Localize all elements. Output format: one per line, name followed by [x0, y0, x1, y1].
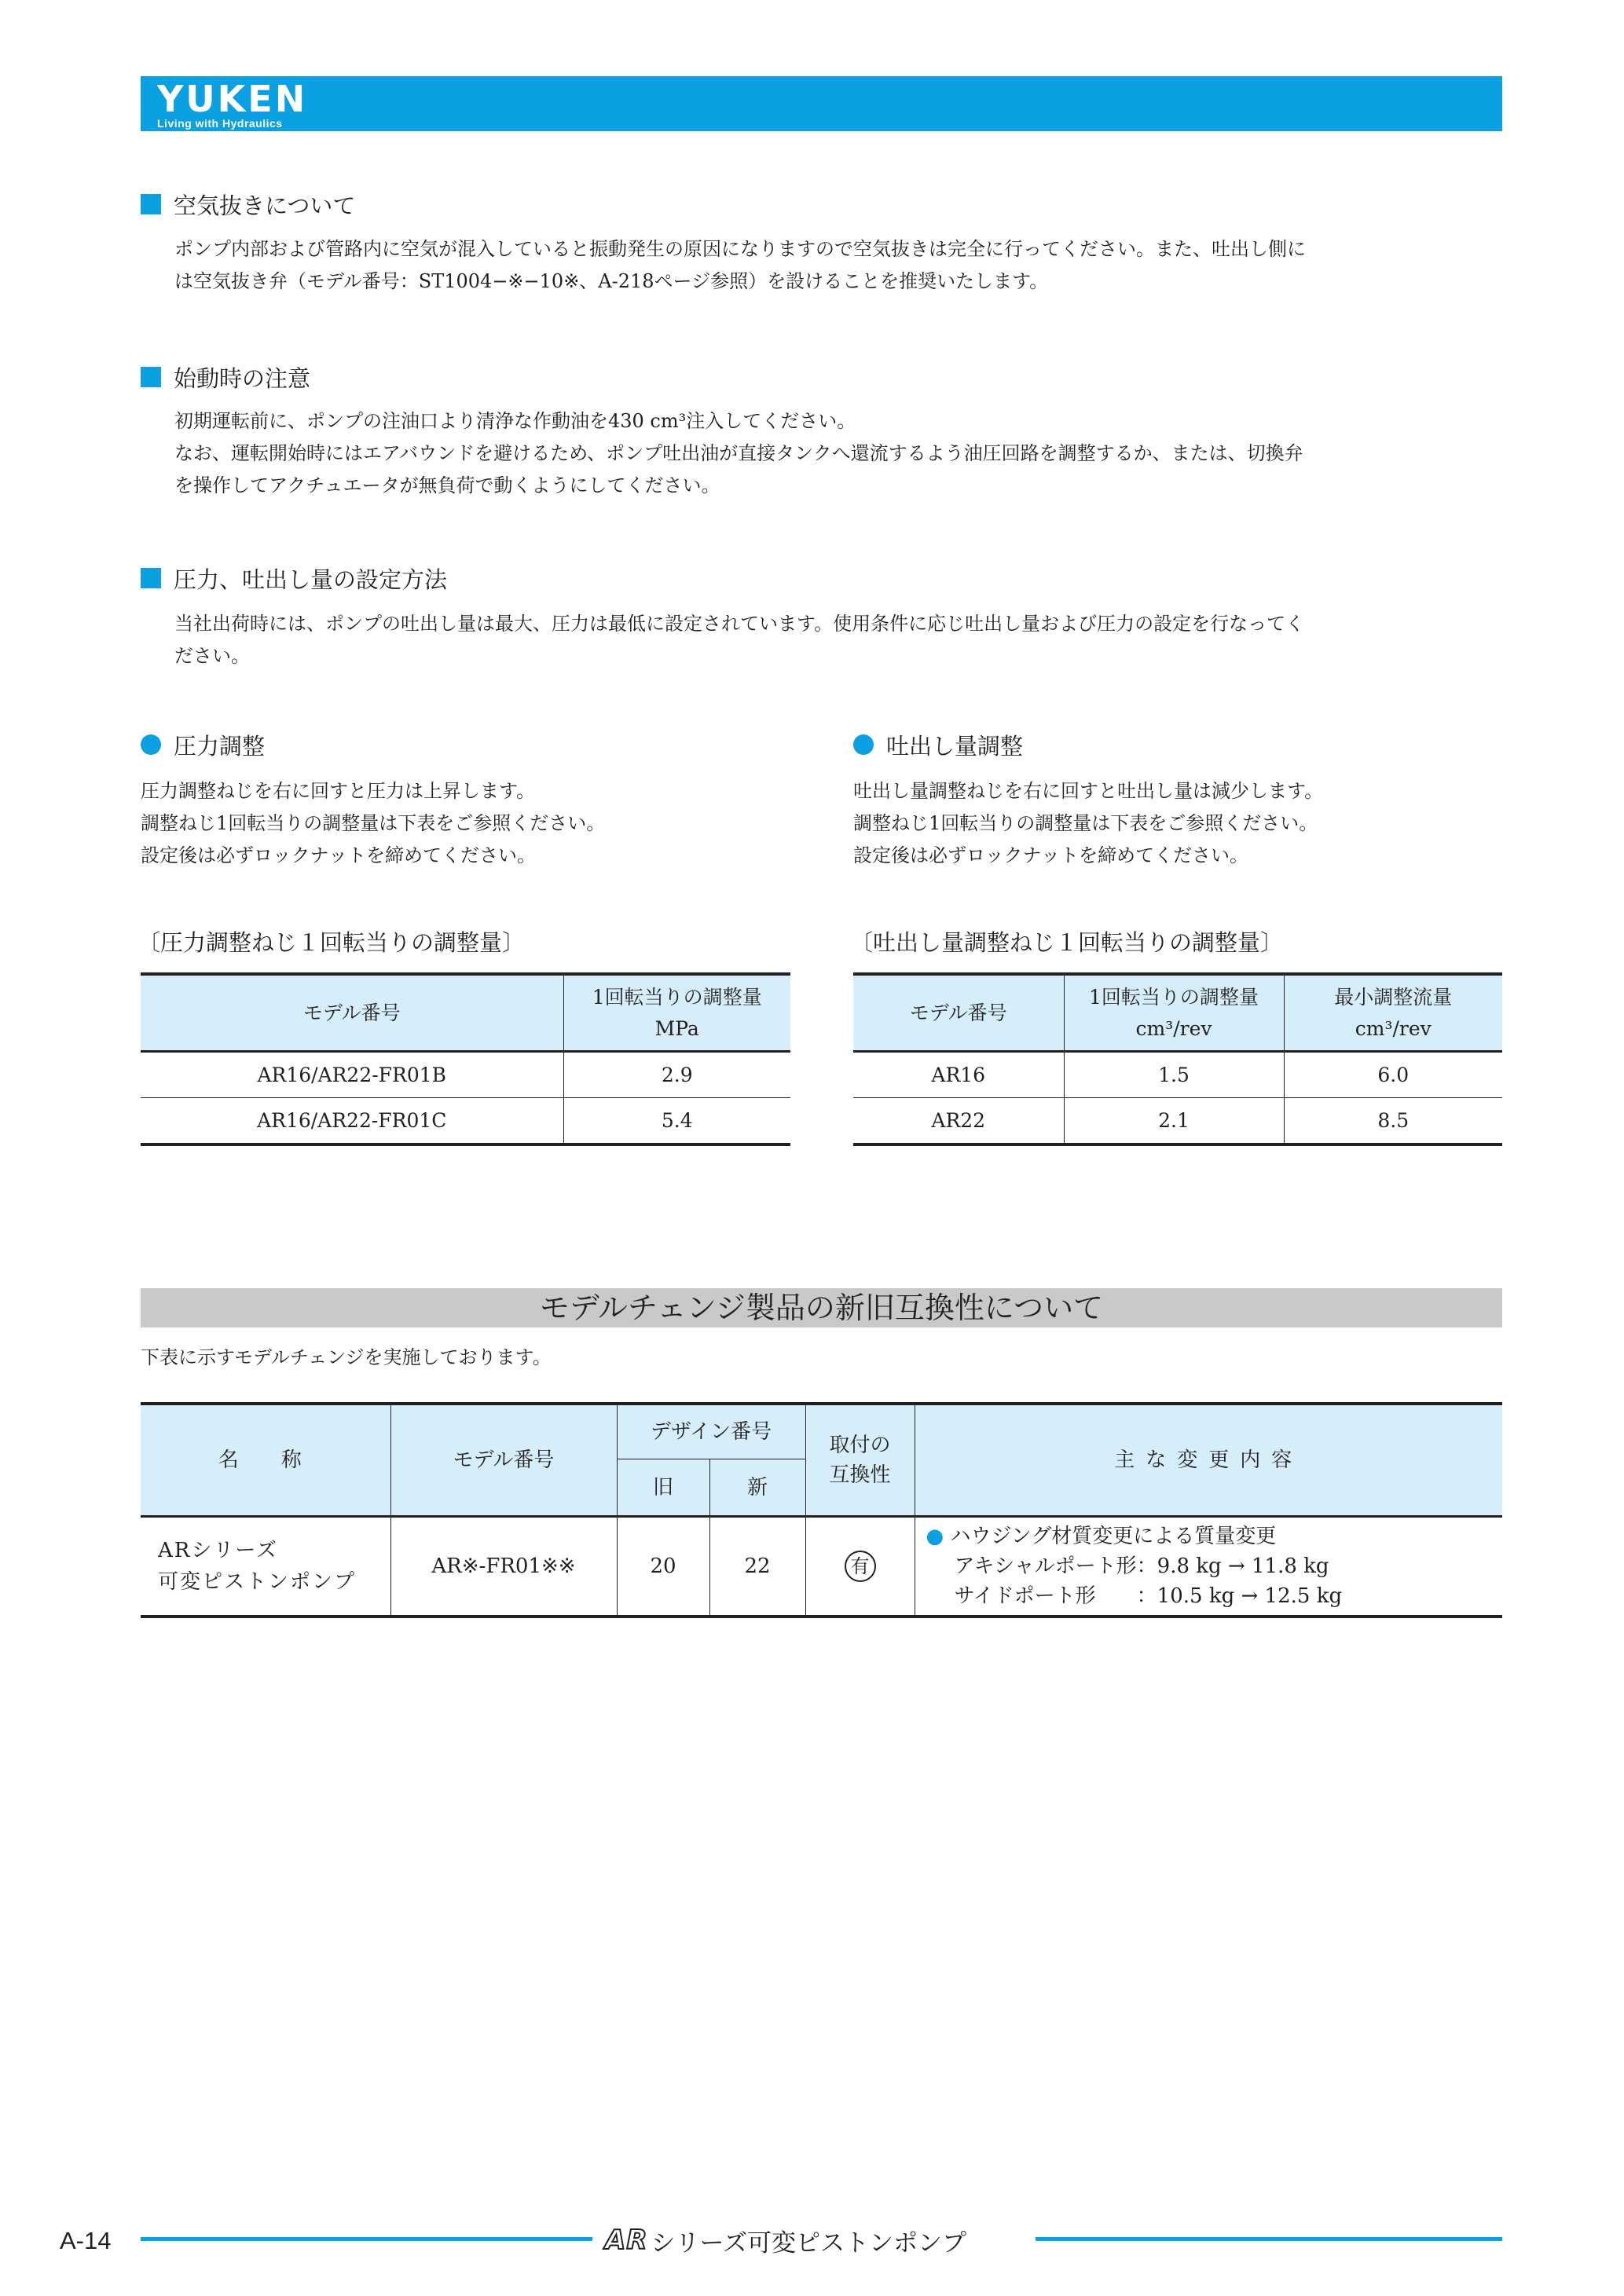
text-line: 当社出荷時には、ポンプの吐出し量は最大、圧力は最低に設定されています。使用条件に応じ吐出し量および圧力の設定を行なってく: [174, 613, 1305, 635]
header-text: 名 称: [218, 1448, 313, 1472]
table-header-row: [141, 974, 790, 1052]
header-cell-model: モデル番号: [390, 1404, 617, 1517]
table-cell-new: 22: [709, 1517, 805, 1617]
table-header-row: [141, 1404, 1502, 1459]
yuken-logo: [157, 78, 314, 130]
footer-line-left: [141, 2237, 592, 2241]
cell-line: アキシャルポート形：9.8 kg → 11.8 kg: [954, 1554, 1329, 1578]
model-change-intro: 下表に示すモデルチェンジを実施しております。: [141, 1346, 552, 1368]
heading-text: 圧力、吐出し量の設定方法: [174, 566, 448, 593]
air-bleed-text: [174, 233, 1502, 298]
header-cell: モデル番号: [141, 974, 563, 1052]
table-cell-model: AR※-FR01※※: [390, 1517, 617, 1617]
cell-line: 可変ピストンポンプ: [158, 1570, 357, 1594]
table-row: [141, 1517, 1502, 1617]
flow-table-caption: 〔吐出し量調整ねじ１回転当りの調整量〕: [850, 929, 1284, 956]
table-cell-name: [141, 1517, 390, 1617]
text-line: ポンプ内部および管路内に空気が混入していると振動発生の原因になりますので空気抜きは完全に行ってください。また、吐出し側に: [174, 238, 1306, 260]
table-cell: 2.1: [1064, 1098, 1284, 1145]
table-row: [853, 1052, 1502, 1098]
header-line: 1回転当りの調整量: [592, 985, 762, 1009]
model-change-table: [141, 1402, 1502, 1618]
text-line: なお、運転開始時にはエアバウンドを避けるため、ポンプ吐出油が直接タンクへ還流するよう油圧回路を調整するか、または、切換弁: [174, 442, 1303, 464]
table-cell: 1.5: [1064, 1052, 1284, 1098]
cell-line: ARシリーズ: [158, 1539, 279, 1562]
table-cell: 5.4: [563, 1098, 790, 1145]
footer-line-right: [1036, 2237, 1502, 2241]
header-unit: cm³/rev: [1135, 1016, 1212, 1040]
table-cell-changes: [915, 1517, 1502, 1617]
section-heading-setting: [141, 562, 447, 594]
table-cell: AR16/AR22-FR01B: [141, 1052, 563, 1098]
text-line: 設定後は必ずロックナットを締めてください。: [141, 844, 537, 866]
text-line: ださい。: [174, 645, 250, 667]
startup-text: [174, 405, 1502, 502]
dot-bullet-icon: ●: [926, 1525, 944, 1548]
model-change-title: モデルチェンジ製品の新旧互換性について: [141, 1288, 1502, 1327]
heading-text: 圧力調整: [174, 732, 266, 760]
header-band: [141, 76, 1502, 131]
heading-text: 空気抜きについて: [174, 192, 356, 219]
ar-series-logo: AR: [605, 2225, 648, 2256]
table-cell-old: 20: [617, 1517, 709, 1617]
section-heading-startup: [141, 361, 310, 393]
setting-text: [174, 608, 1502, 672]
header-unit: cm³/rev: [1355, 1016, 1432, 1040]
square-bullet-icon: [141, 194, 161, 214]
table-row: [853, 1098, 1502, 1145]
pressure-adjustment-text: [141, 775, 793, 872]
table-row: [141, 1098, 790, 1145]
footer-series-title: [605, 2223, 966, 2258]
section-heading-air-bleed: [141, 189, 355, 220]
logo-word: YUKEN: [157, 78, 308, 120]
table-cell: 8.5: [1284, 1098, 1502, 1145]
header-cell-old: 旧: [617, 1459, 709, 1517]
page-number: A-14: [60, 2227, 112, 2254]
header-cell-changes: [915, 1404, 1502, 1517]
text-line: を操作してアクチュエータが無負荷で動くようにしてください。: [174, 474, 720, 496]
header-line: 最小調整流量: [1334, 985, 1453, 1009]
header-cell-compat: [805, 1404, 915, 1517]
square-bullet-icon: [141, 367, 161, 387]
text-line: 初期運転前に、ポンプの注油口より清浄な作動油を430 cm³注入してください。: [174, 410, 856, 432]
table-cell: AR22: [853, 1098, 1064, 1145]
text-line: 圧力調整ねじを右に回すと圧力は上昇します。: [141, 780, 536, 802]
table-header-row: [853, 974, 1502, 1052]
header-line: 1回転当りの調整量: [1089, 985, 1259, 1009]
pressure-adjustment-table: [141, 972, 790, 1146]
cell-line: ハウジング材質変更による質量変更: [950, 1525, 1277, 1548]
table-row: [141, 1052, 790, 1098]
table-cell-compat: [805, 1517, 915, 1617]
cell-line: サイドポート形 ：10.5 kg → 12.5 kg: [954, 1584, 1343, 1608]
pressure-table-caption: 〔圧力調整ねじ１回転当りの調整量〕: [137, 929, 526, 956]
flow-adjustment-text: [853, 775, 1502, 872]
circle-bullet-icon: [853, 734, 874, 755]
header-cell: [563, 974, 790, 1052]
table-cell: 6.0: [1284, 1052, 1502, 1098]
subheading-flow-adjustment: [853, 729, 1023, 760]
change-item: [926, 1522, 1503, 1551]
flow-adjustment-table: [853, 972, 1502, 1146]
square-bullet-icon: [141, 568, 161, 588]
table-cell: AR16/AR22-FR01C: [141, 1098, 563, 1145]
heading-text: 吐出し量調整: [886, 732, 1024, 760]
subheading-pressure-adjustment: [141, 729, 265, 760]
heading-text: 始動時の注意: [174, 364, 311, 392]
header-unit: MPa: [654, 1016, 699, 1040]
text-line: は空気抜き弁（モデル番号：ST1004−※−10※、A-218ページ参照）を設けることを推奨いたします。: [174, 270, 1049, 292]
footer-title-text: シリーズ可変ピストンポンプ: [651, 2228, 966, 2258]
table-cell: 2.9: [563, 1052, 790, 1098]
table-cell: AR16: [853, 1052, 1064, 1098]
header-cell: モデル番号: [853, 974, 1064, 1052]
header-text: 主な変更内容: [1114, 1448, 1303, 1472]
header-cell-design: デザイン番号: [617, 1404, 805, 1459]
circle-bullet-icon: [141, 734, 161, 755]
header-cell: [1284, 974, 1502, 1052]
text-line: 調整ねじ1回転当りの調整量は下表をご参照ください。: [141, 812, 606, 834]
header-cell-name: [141, 1404, 390, 1517]
text-line: 吐出し量調整ねじを右に回すと吐出し量は減少します。: [853, 780, 1324, 802]
header-line: 互換性: [829, 1463, 891, 1487]
header-cell: [1064, 974, 1284, 1052]
header-line: 取付の: [829, 1434, 891, 1457]
logo-tagline: Living with Hydraulics: [157, 117, 283, 130]
text-line: 調整ねじ1回転当りの調整量は下表をご参照ください。: [853, 812, 1318, 834]
text-line: 設定後は必ずロックナットを締めてください。: [853, 844, 1249, 866]
header-cell-new: 新: [709, 1459, 805, 1517]
compat-mark: 有: [845, 1551, 876, 1582]
